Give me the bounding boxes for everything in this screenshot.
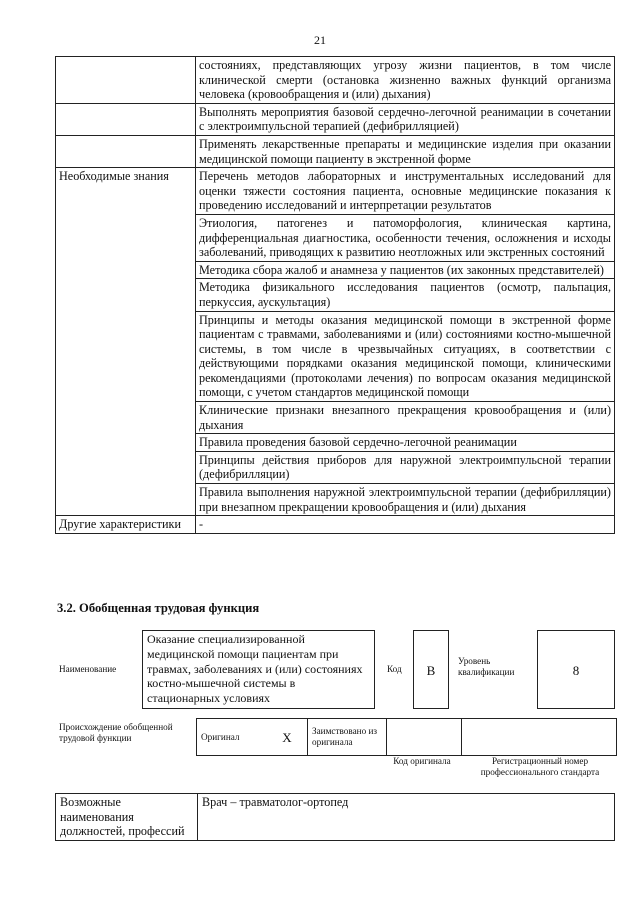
- table-row: [56, 103, 615, 135]
- knowledge-label: Необходимые знания: [56, 168, 196, 516]
- page-number: 21: [314, 33, 326, 47]
- table-row: [56, 168, 615, 215]
- original-mark: X: [267, 719, 308, 756]
- empty-label-cell: [56, 103, 196, 135]
- knowledge-cell: Правила выполнения наружной электроимпульсной терапии (дефибрилляции) при внезапном прекращении кровообращения и (или) дыхания: [196, 484, 615, 516]
- code-label: Код: [387, 664, 402, 674]
- knowledge-cell: Этиология, патогенез и патоморфология, клиническая картина, дифференциальная диагностика, особенности течения, осложнения и исходы заболеваний, приводящих к развитию неотложных или экстренных состояний: [196, 214, 615, 261]
- level-label: Уровень квалификации: [458, 656, 515, 677]
- table-row: [56, 516, 615, 534]
- empty-label-cell: [56, 135, 196, 167]
- jobs-label: Возможные наименования должностей, профессий: [56, 794, 198, 841]
- registration-caption: Регистрационный номер профессионального стандарта: [480, 756, 600, 777]
- section-title: 3.2. Обобщенная трудовая функция: [57, 601, 260, 615]
- table-row: [197, 719, 617, 756]
- knowledge-cell: Принципы и методы оказания медицинской помощи в экстренной форме пациентам с травмами, заболеваниями и (или) состояниями костно-мышечной системы, в том числе в чрезвычайных ситуациях, в соответствии с действующими порядками оказания медицинской помощи, клиническими рекомендациями (протоколами лечения) по вопросам оказания медицинской помощи, с учетом стандартов медицинской помощи: [196, 311, 615, 402]
- code-value-box: B: [413, 630, 449, 709]
- name-label: Наименование: [59, 664, 117, 674]
- knowledge-cell: Принципы действия приборов для наружной электроимпульсной терапии (дефибрилляции): [196, 451, 615, 483]
- jobs-table: [55, 793, 615, 841]
- table-row: [56, 794, 615, 841]
- knowledge-cell: Методика физикального исследования пациентов (осмотр, пальпация, перкуссия, аускультация): [196, 279, 615, 311]
- knowledge-cell: Методика сбора жалоб и анамнеза у пациентов (их законных представителей): [196, 261, 615, 279]
- table-row: [56, 57, 615, 104]
- skill-cell: состояниях, представляющих угрозу жизни пациентов, в том числе клинической смерти (остановка жизненно важных функций организма человека (кровообращения и (или) дыхания): [196, 57, 615, 104]
- origin-label: Происхождение обобщенной трудовой функции: [59, 722, 173, 743]
- jobs-value: Врач – травматолог-ортопед: [198, 794, 615, 841]
- knowledge-cell: Правила проведения базовой сердечно-легочной реанимации: [196, 434, 615, 452]
- empty-label-cell: [56, 57, 196, 104]
- original-code-cell: [387, 719, 462, 756]
- knowledge-cell: Перечень методов лабораторных и инструментальных исследований для оценки тяжести состояния пациента, основные медицинские показания к проведению исследований и интерпретации результатов: [196, 168, 615, 215]
- original-code-caption: Код оригинала: [393, 756, 451, 766]
- level-value-box: 8: [537, 630, 615, 709]
- competency-table: [55, 56, 615, 534]
- registration-number-cell: [462, 719, 617, 756]
- origin-table: [196, 718, 617, 756]
- skill-cell: Применять лекарственные препараты и медицинские изделия при оказании медицинской помощи пациенту в экстренной форме: [196, 135, 615, 167]
- skill-cell: Выполнять мероприятия базовой сердечно-легочной реанимации в сочетании с электроимпульсной терапией (дефибрилляцией): [196, 103, 615, 135]
- borrowed-label: Заимствовано из оригинала: [308, 719, 387, 756]
- original-label: Оригинал: [197, 719, 268, 756]
- other-label: Другие характеристики: [56, 516, 196, 534]
- other-value: -: [196, 516, 615, 534]
- table-row: [56, 135, 615, 167]
- function-name-box: Оказание специализированной медицинской помощи пациентам при травмах, заболеваниях и (или) состояниях костно-мышечной системы в стационарных условиях: [142, 630, 375, 709]
- knowledge-cell: Клинические признаки внезапного прекращения кровообращения и (или) дыхания: [196, 402, 615, 434]
